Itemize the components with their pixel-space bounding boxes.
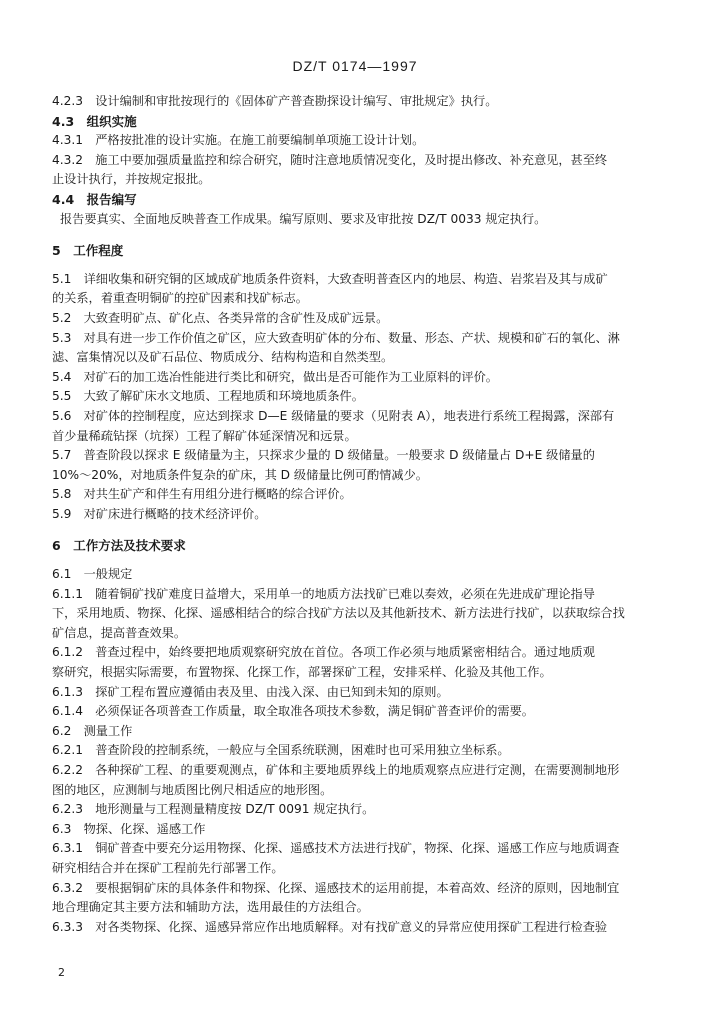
clause-6-1-3: 6.1.3 探矿工程布置应遵循由表及里、由浅入深、由已知到未知的原则。	[52, 684, 449, 699]
clause-6-2-1: 6.2.1 普查阶段的控制系统，一般应与全国系统联测，困难时也可采用独立坐标系。	[52, 743, 510, 758]
clause-5-2: 5.2 大致查明矿点、矿化点、各类异常的含矿性及成矿远景。	[52, 310, 389, 325]
clause-6-3-2: 6.3.2 要根据铜矿床的具体条件和物探、化探、遥感技术的运用前提，本着高效、经济的原则，因地制宜	[52, 880, 620, 895]
section-heading-6-2: 6.2 测量工作	[52, 723, 133, 738]
clause-6-1-4: 6.1.4 必须保证各项普查工作质量，取全取准各项技术参数，满足铜矿普查评价的需要。	[52, 704, 534, 719]
clause-5-8: 5.8 对共生矿产和伴生有用组分进行概略的综合评价。	[52, 487, 352, 502]
clause-6-2-3: 6.2.3 地形测量与工程测量精度按 DZ/T 0091 规定执行。	[52, 802, 375, 817]
page-number: 2	[58, 966, 65, 979]
clause-6-3-1-cont: 研究相结合并在探矿工程前先行部署工作。	[52, 860, 284, 875]
clause-5-3-cont: 滤、富集情况以及矿石品位、物质成分、结构构造和自然类型。	[52, 350, 394, 365]
clause-5-9: 5.9 对矿床进行概略的技术经济评价。	[52, 506, 267, 521]
clause-5-7: 5.7 普查阶段以探求 E 级储量为主，只探求少量的 D 级储量。一般要求 D 级储量占 D+E 级储量的	[52, 448, 595, 463]
clause-6-2-2: 6.2.2 各种探矿工程、的重要观测点，矿体和主要地质界线上的地质观察点应进行定测，在需要测制地形	[52, 763, 620, 777]
clause-5-4: 5.4 对矿石的加工选冶性能进行类比和研究，做出是否可能作为工业原料的评价。	[52, 369, 498, 384]
standard-code-header: DZ/T 0174—1997	[292, 58, 418, 74]
clause-5-6-cont: 首少量稀疏钻探（坑探）工程了解矿体延深情况和远景。	[52, 428, 357, 443]
clause-6-2-2-cont: 图的地区，应测制与地质图比例尺相适应的地形图。	[52, 782, 333, 797]
clause-5-3: 5.3 对具有进一步工作价值之矿区，应大致查明矿体的分布、数量、形态、产状、规模和矿石的氧化、淋	[52, 330, 620, 345]
chapter-heading-6: 6 工作方法及技术要求	[52, 538, 186, 554]
clause-6-1-1-cont-2: 矿信息，提高普查效果。	[52, 625, 187, 640]
section-heading-6-3: 6.3 物探、化探、遥感工作	[52, 821, 206, 836]
clause-6-3-1: 6.3.1 铜矿普查中要充分运用物探、化探、遥感技术方法进行找矿，物探、化探、遥感工作应与地质调查	[52, 841, 620, 856]
clause-5-1-cont: 的关系，着重查明铜矿的控矿因素和找矿标志。	[52, 291, 308, 306]
clause-5-7-cont: 10%～20%，对地质条件复杂的矿床，其 D 级储量比例可酌情减少。	[52, 467, 428, 482]
clause-6-1-1: 6.1.1 随着铜矿找矿难度日益增大，采用单一的地质方法找矿已难以奏效，必须在先进成矿理论指导	[52, 586, 595, 601]
clause-6-1-2-cont: 察研究，根据实际需要，布置物探、化探工作，部署探矿工程，安排采样、化验及其他工作。	[52, 665, 552, 680]
clause-6-1-1-cont-1: 下，采用地质、物探、化探、遥感相结合的综合找矿方法以及其他新技术、新方法进行找矿，以获取综合找	[52, 606, 625, 621]
clause-5-5: 5.5 大致了解矿床水文地质、工程地质和环境地质条件。	[52, 389, 364, 404]
chapter-heading-5: 5 工作程度	[52, 243, 124, 259]
clause-4-3-2: 4.3.2 施工中要加强质量监控和综合研究，随时注意地质情况变化，及时提出修改、补充意见，甚至终	[52, 152, 608, 167]
clause-4-3-2-cont: 止设计执行，并按规定报批。	[52, 172, 211, 187]
clause-4-2-3: 4.2.3 设计编制和审批按现行的《固体矿产普查勘探设计编写、审批规定》执行。	[52, 94, 498, 108]
clause-6-3-3: 6.3.3 对各类物探、化探、遥感异常应作出地质解释。对有找矿意义的异常应使用探矿工程进行检查验	[52, 919, 608, 934]
clause-6-1-2: 6.1.2 普查过程中，始终要把地质观察研究放在首位。各项工作必须与地质紧密相结合。通过地质观	[52, 645, 595, 660]
clause-5-1: 5.1 详细收集和研究铜的区域成矿地质条件资料，大致查明普查区内的地层、构造、岩浆岩及其与成矿	[52, 271, 608, 286]
section-heading-4-3: 4.3 组织实施	[52, 113, 137, 129]
section-heading-4-4: 4.4 报告编写	[52, 191, 137, 207]
clause-4-4-text: 报告要真实、全面地反映普查工作成果。编写原则、要求及审批按 DZ/T 0033 规定执行。	[60, 211, 547, 226]
section-heading-6-1: 6.1 一般规定	[52, 567, 133, 582]
clause-4-3-1: 4.3.1 严格按批准的设计实施。在施工前要编制单项施工设计计划。	[52, 133, 425, 148]
clause-5-6: 5.6 对矿体的控制程度，应达到探求 D—E 级储量的要求（见附表 A），地表进行系统工程揭露，深部有	[52, 408, 615, 423]
document-body	[52, 92, 674, 937]
clause-6-3-2-cont: 地合理确定其主要方法和辅助方法，选用最佳的方法组合。	[52, 900, 369, 915]
